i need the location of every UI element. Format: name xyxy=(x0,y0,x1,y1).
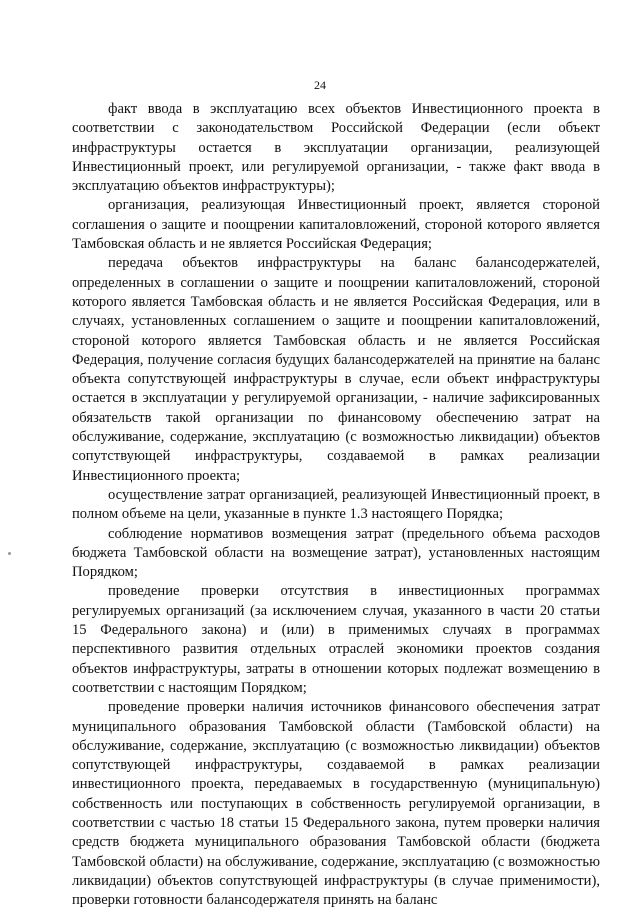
paragraph-commissioning: факт ввода в эксплуатацию всех объектов Инвестиционного проекта в соответствии с законодательством Российской Федерации (если объект инфраструктуры остается в эксплуатации организации, реализующей Инвестиционный проект, или регулируемой организации, - также факт ввода в эксплуатацию объектов инфраструктуры); xyxy=(72,101,600,195)
paragraph-investment-programs-check: проведение проверки отсутствия в инвестиционных программах регулируемых организаций (за исключением случая, указанного в части 20 статьи 15 Федерального закона) и (или) в применимых случаях в программах перспективного развития отдельных отраслей экономики проектов создания объектов инфраструктуры, затраты в отношении которых подлежат возмещению в соответствии с настоящим Порядком; xyxy=(72,583,600,696)
paragraph-transfer-to-balance: передача объектов инфраструктуры на баланс балансодержателей, определенных в соглашении о защите и поощрении капиталовложений, стороной которого является Тамбовская область и не является Российская Федерация, или в случаях, установленных соглашением о защите и поощрении капиталовложений, стороной которого является Тамбовская область и не является Российская Федерация, получение согласия будущих балансодержателей на принятие на баланс объекта сопутствующей инфраструктуры в случае, если объект инфраструктуры остается в эксплуатации у регулируемой организации, - наличие зафиксированных обязательств такой организации по финансовому обеспечению затрат на обслуживание, содержание, эксплуатацию (с возможностью ликвидации) объектов сопутствующей инфраструктуры, создаваемой в рамках реализации Инвестиционного проекта; xyxy=(72,255,600,484)
paragraph-reimbursement-norms: соблюдение нормативов возмещения затрат (предельного объема расходов бюджета Тамбовской области на возмещение затрат), установленных настоящим Порядком; xyxy=(72,525,600,581)
paragraph-agreement-party: организация, реализующая Инвестиционный проект, является стороной соглашения о защите и поощрении капиталовложений, стороной которого является Тамбовская область и не является Российская Федерация; xyxy=(72,197,600,253)
scan-speck xyxy=(8,552,11,555)
document-body xyxy=(72,100,600,910)
page-number: 24 xyxy=(314,78,326,92)
paragraph-costs-incurred: осуществление затрат организацией, реализующей Инвестиционный проект, в полном объеме на цели, указанные в пункте 1.3 настоящего Порядка; xyxy=(72,486,600,523)
paragraph-funding-sources-check: проведение проверки наличия источников финансового обеспечения затрат муниципального образования Тамбовской области (Тамбовской области) на обслуживание, содержание, эксплуатацию (с возможностью ликвидации) объектов сопутствующей инфраструктуры, создаваемой в рамках реализации инвестиционного проекта, передаваемых в государственную (муниципальную) собственность или поступающих в собственность регулируемой организации, в соответствии с частью 18 статьи 15 Федерального закона, путем проверки наличия средств бюджета муниципального образования Тамбовской области (бюджета Тамбовской области) на обслуживание, содержание, эксплуатацию (с возможностью ликвидации) объектов сопутствующей инфраструктуры (в случае применимости), проверки готовности балансодержателя принять на баланс xyxy=(72,699,600,909)
